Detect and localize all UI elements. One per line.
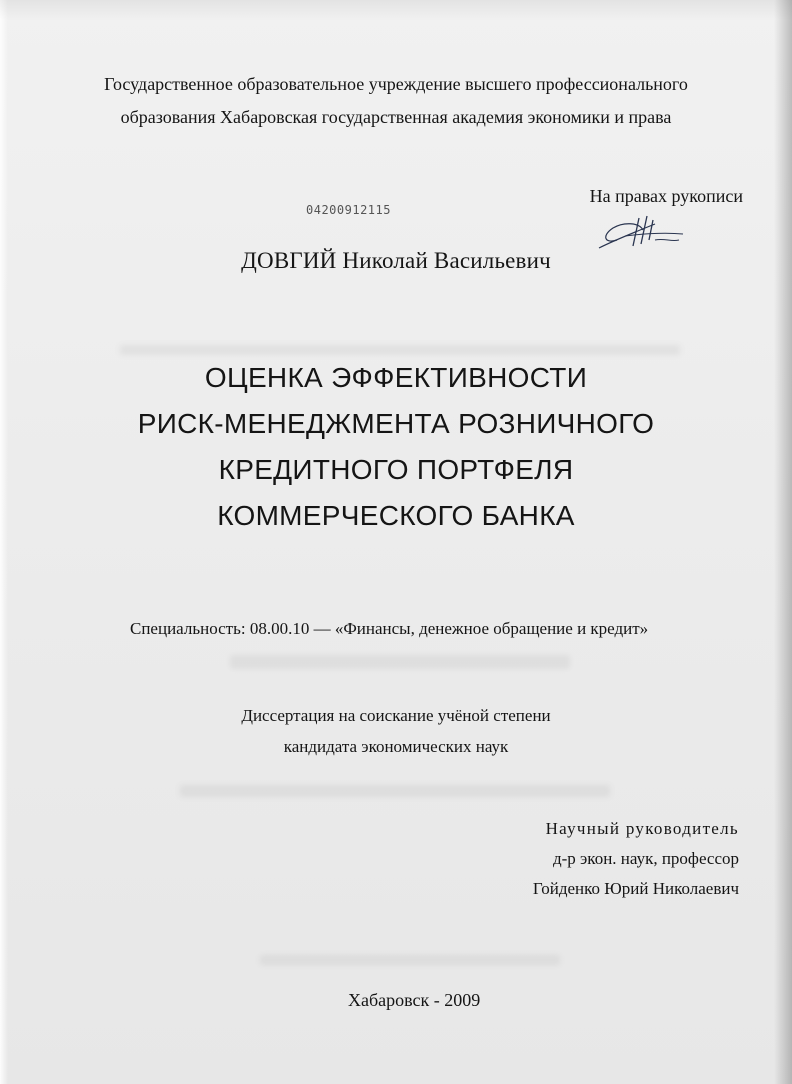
institution-header — [0, 68, 792, 134]
degree-statement — [0, 700, 792, 762]
author-name: ДОВГИЙ Николай Васильевич — [241, 248, 551, 273]
bleed-through-mark — [230, 655, 570, 669]
title-line-2: РИСК-МЕНЕДЖМЕНТА РОЗНИЧНОГО — [137, 408, 655, 439]
title-line-4: КОММЕРЧЕСКОГО БАНКА — [217, 500, 575, 531]
degree-line-2: кандидата экономических наук — [283, 737, 509, 756]
city-year: Хабаровск - 2009 — [348, 990, 481, 1010]
advisor-role: Научный руководитель — [545, 819, 739, 838]
page-edge-right — [774, 0, 792, 1084]
title-line-1: ОЦЕНКА ЭФФЕКТИВНОСТИ — [204, 362, 588, 393]
dissertation-title — [0, 355, 792, 539]
degree-line-1: Диссертация на соискание учёной степени — [241, 706, 551, 725]
advisor-block — [439, 814, 739, 904]
page-edge-top — [0, 0, 792, 20]
stamp-number: 04200912115 — [306, 203, 391, 217]
institution-line-2: образования Хабаровская государственная академия экономики и права — [120, 107, 672, 127]
specialty-line: Специальность: 08.00.10 — «Финансы, денежное обращение и кредит» — [130, 619, 649, 638]
title-line-3: КРЕДИТНОГО ПОРТФЕЛЯ — [218, 454, 574, 485]
manuscript-note: На правах рукописи — [589, 186, 743, 206]
bleed-through-mark — [120, 345, 680, 355]
institution-line-1: Государственное образовательное учреждение высшего профессионального — [104, 74, 688, 94]
advisor-degree: д-р экон. наук, профессор — [552, 849, 739, 868]
bleed-through-mark — [180, 785, 610, 797]
bleed-through-mark — [260, 955, 560, 965]
page-edge-left — [0, 0, 8, 1084]
advisor-name: Гойденко Юрий Николаевич — [532, 879, 739, 898]
